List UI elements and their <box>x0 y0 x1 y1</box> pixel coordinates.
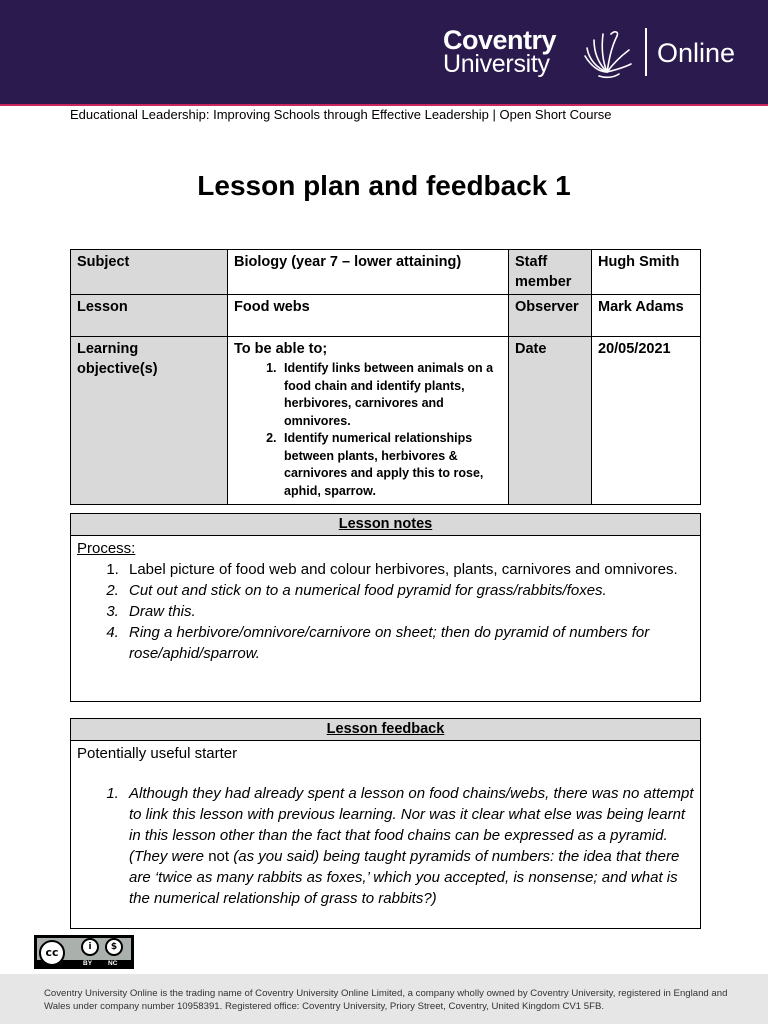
list-item: 1. Although they had already spent a lesson on food chains/webs, there was no attempt to link this lesson with previous learning. Nor was it clear what else was being learnt in this lesson other than the fact that food chains can be expressed as a pyramid. (They were not (as you said) being taught pyramids of numbers: the idea that there are ‘twice as many rabbits as foxes,’ which you accepted, is nonsense; and what is the numerical relationship of grass to rabbits?) <box>123 783 694 909</box>
lesson-feedback-heading: Lesson feedback <box>71 719 700 741</box>
lesson-notes-heading: Lesson notes <box>71 514 700 536</box>
creative-commons-icon: cc <box>39 940 65 966</box>
objectives-intro: To be able to; <box>234 341 328 357</box>
learning-objectives-label: Learning objective(s) <box>71 337 228 505</box>
logo-divider <box>645 28 647 76</box>
subject-label: Subject <box>71 250 228 295</box>
list-item: 2. Cut out and stick on to a numerical food pyramid for grass/rabbits/foxes. <box>123 580 694 601</box>
list-item: 3. Draw this. <box>123 601 694 622</box>
subject-value: Biology (year 7 – lower attaining) <box>228 250 509 295</box>
license-by-label: BY <box>83 960 93 967</box>
lesson-label: Lesson <box>71 295 228 337</box>
date-label: Date <box>509 337 592 505</box>
attribution-person-icon: i <box>81 938 99 956</box>
non-commercial-icon: $ <box>105 938 123 956</box>
staff-member-value: Hugh Smith <box>592 250 701 295</box>
license-nc-label: NC <box>108 960 118 967</box>
footer-legal-text: Coventry University Online is the trading name of Coventry University Online Limited, a company wholly owned by Coventry University, registered in England and Wales under company number 10958391. Registered office: Coventry University, Priory Street, Coventry, United Kingdom CV1 5FB. <box>44 988 728 1012</box>
observer-label: Observer <box>509 295 592 337</box>
lesson-notes-body <box>71 536 700 666</box>
lesson-value: Food webs <box>228 295 509 337</box>
staff-member-label: Staff member <box>509 250 592 295</box>
page-title: Lesson plan and feedback 1 <box>197 170 571 201</box>
date-value: 20/05/2021 <box>592 337 701 505</box>
lesson-info-table <box>70 249 701 505</box>
lesson-feedback-box <box>70 718 701 929</box>
list-item: 1. Label picture of food web and colour herbivores, plants, carnivores and omnivores. <box>123 559 694 580</box>
lesson-feedback-body <box>71 741 700 911</box>
list-item: 2. Identify numerical relationships between plants, herbivores & carnivores and apply this to rose, aphid, sparrow. <box>280 430 502 500</box>
logo-word-university: University <box>443 50 550 78</box>
header-accent-rule <box>0 104 768 106</box>
learning-objectives-cell <box>228 337 509 505</box>
logo-word-coventry: Coventry <box>443 25 557 55</box>
feedback-intro: Potentially useful starter <box>77 745 238 762</box>
process-steps-list <box>77 559 694 664</box>
header-banner <box>0 0 768 104</box>
course-title-line: Educational Leadership: Improving Schools through Effective Leadership | Open Short Course <box>70 107 612 122</box>
observer-value: Mark Adams <box>592 295 701 337</box>
logo-word-online: Online <box>657 38 736 68</box>
objectives-list <box>234 360 502 500</box>
list-item: 4. Ring a herbivore/omnivore/carnivore on sheet; then do pyramid of numbers for rose/aphid/sparrow. <box>123 622 694 664</box>
lesson-notes-box <box>70 513 701 702</box>
process-label: Process: <box>77 540 136 557</box>
table-row <box>71 295 701 337</box>
feedback-points-list <box>77 783 694 909</box>
cc-by-nc-license-badge[interactable] <box>34 935 134 969</box>
table-row <box>71 337 701 505</box>
list-item: 1. Identify links between animals on a food chain and identify plants, herbivores, carnivores and omnivores. <box>280 360 502 430</box>
phoenix-icon <box>577 26 635 82</box>
table-row <box>71 250 701 295</box>
page-footer <box>0 974 768 1024</box>
